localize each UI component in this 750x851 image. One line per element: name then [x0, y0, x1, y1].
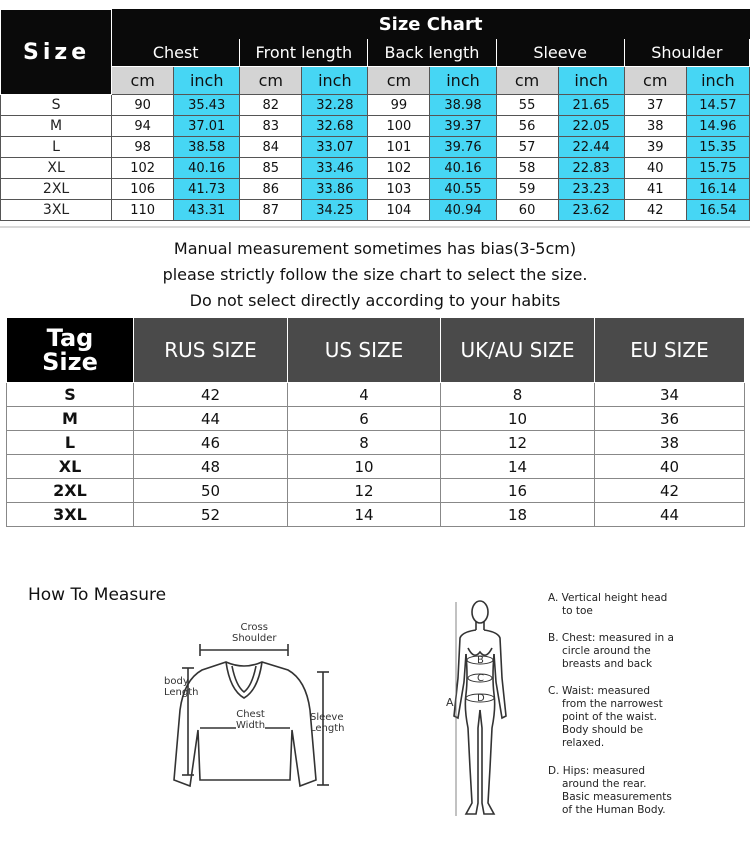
inch-value-cell: 16.14 — [686, 179, 749, 200]
group-chest: Chest — [112, 39, 240, 67]
uk-au-size-cell: 14 — [441, 455, 595, 479]
inch-value-cell: 23.62 — [558, 200, 624, 221]
size-corner-label: Size — [1, 10, 112, 95]
rus-size-cell: 42 — [134, 383, 288, 407]
label-line: Length — [164, 687, 199, 698]
tag-size-row — [7, 383, 745, 407]
size-cell: 3XL — [1, 200, 112, 221]
inch-value-cell: 33.86 — [302, 179, 368, 200]
desc-line: relaxed. — [562, 737, 605, 749]
inch-value-cell: 35.43 — [174, 95, 240, 116]
label-line: Width — [236, 720, 266, 731]
eu-size-cell: 34 — [595, 383, 745, 407]
how-to-measure-heading: How To Measure — [28, 585, 167, 605]
inch-value-cell: 14.57 — [686, 95, 749, 116]
cm-value-cell: 57 — [496, 137, 558, 158]
description-b — [548, 632, 748, 671]
rus-size-cell: 48 — [134, 455, 288, 479]
desc-line: of the Human Body. — [562, 804, 666, 816]
unit-inch: inch — [558, 67, 624, 95]
cm-value-cell: 58 — [496, 158, 558, 179]
cm-value-cell: 56 — [496, 116, 558, 137]
cm-value-cell: 39 — [624, 137, 686, 158]
inch-value-cell: 22.05 — [558, 116, 624, 137]
inch-value-cell: 14.96 — [686, 116, 749, 137]
cm-value-cell: 82 — [240, 95, 302, 116]
cm-value-cell: 103 — [368, 179, 430, 200]
inch-value-cell: 37.01 — [174, 116, 240, 137]
inch-value-cell: 15.75 — [686, 158, 749, 179]
desc-line: B. Chest: measured in a — [548, 632, 674, 644]
label-line: Shoulder — [232, 633, 277, 644]
tag-size-cell: M — [7, 407, 134, 431]
tag-size-row — [7, 455, 745, 479]
header-uk-au-size: UK/AU SIZE — [441, 318, 595, 383]
eu-size-cell: 36 — [595, 407, 745, 431]
eu-size-cell: 44 — [595, 503, 745, 527]
label-line: body — [164, 676, 189, 687]
header-eu-size: EU SIZE — [595, 318, 745, 383]
tag-size-row — [7, 407, 745, 431]
label-line: Cross — [240, 622, 268, 633]
size-chart-row — [1, 137, 750, 158]
cm-value-cell: 42 — [624, 200, 686, 221]
tag-size-cell: 2XL — [7, 479, 134, 503]
eu-size-cell: 42 — [595, 479, 745, 503]
inch-value-cell: 33.07 — [302, 137, 368, 158]
us-size-cell: 8 — [288, 431, 441, 455]
marker-c: C — [477, 673, 484, 684]
cm-value-cell: 41 — [624, 179, 686, 200]
rus-size-cell: 44 — [134, 407, 288, 431]
group-front-length: Front length — [240, 39, 368, 67]
inch-value-cell: 23.23 — [558, 179, 624, 200]
size-cell: XL — [1, 158, 112, 179]
inch-value-cell: 21.65 — [558, 95, 624, 116]
inch-value-cell: 15.35 — [686, 137, 749, 158]
us-size-cell: 6 — [288, 407, 441, 431]
size-chart-row — [1, 116, 750, 137]
uk-au-size-cell: 12 — [441, 431, 595, 455]
cm-value-cell: 101 — [368, 137, 430, 158]
description-a — [548, 592, 748, 618]
uk-au-size-cell: 8 — [441, 383, 595, 407]
inch-value-cell: 39.37 — [430, 116, 496, 137]
inch-value-cell: 32.28 — [302, 95, 368, 116]
cm-value-cell: 100 — [368, 116, 430, 137]
cm-value-cell: 86 — [240, 179, 302, 200]
tag-size-cell: XL — [7, 455, 134, 479]
label-line: Sleeve — [310, 712, 344, 723]
size-chart-table — [0, 9, 750, 221]
us-size-cell: 10 — [288, 455, 441, 479]
inch-value-cell: 43.31 — [174, 200, 240, 221]
tag-size-table — [6, 317, 745, 527]
note-line: Do not select directly according to your habits — [189, 291, 561, 310]
desc-line: breasts and back — [562, 658, 653, 670]
unit-cm: cm — [112, 67, 174, 95]
group-back-length: Back length — [368, 39, 496, 67]
sleeve-length-label — [310, 712, 345, 734]
cm-value-cell: 106 — [112, 179, 174, 200]
inch-value-cell: 22.44 — [558, 137, 624, 158]
desc-line: point of the waist. — [562, 711, 658, 723]
size-chart-row — [1, 95, 750, 116]
group-sleeve: Sleeve — [496, 39, 624, 67]
inch-value-cell: 40.94 — [430, 200, 496, 221]
inch-value-cell: 16.54 — [686, 200, 749, 221]
section-divider — [0, 226, 750, 228]
desc-line: from the narrowest — [562, 698, 663, 710]
inch-value-cell: 34.25 — [302, 200, 368, 221]
inch-value-cell: 38.58 — [174, 137, 240, 158]
header-us-size: US SIZE — [288, 318, 441, 383]
body-length-label — [164, 676, 199, 698]
us-size-cell: 4 — [288, 383, 441, 407]
unit-inch: inch — [430, 67, 496, 95]
size-chart-row — [1, 179, 750, 200]
cm-value-cell: 98 — [112, 137, 174, 158]
cm-value-cell: 85 — [240, 158, 302, 179]
label-line: Chest — [236, 709, 265, 720]
cm-value-cell: 37 — [624, 95, 686, 116]
cm-value-cell: 59 — [496, 179, 558, 200]
size-cell: 2XL — [1, 179, 112, 200]
cm-value-cell: 102 — [112, 158, 174, 179]
tag-size-cell: S — [7, 383, 134, 407]
size-chart-title: Size Chart — [112, 10, 750, 39]
uk-au-size-cell: 16 — [441, 479, 595, 503]
unit-cm: cm — [240, 67, 302, 95]
body-measure-figure — [440, 598, 520, 824]
desc-line: A. Vertical height head — [548, 592, 668, 604]
uk-au-size-cell: 18 — [441, 503, 595, 527]
size-chart-row — [1, 158, 750, 179]
desc-line: Body should be — [562, 724, 644, 736]
cm-value-cell: 84 — [240, 137, 302, 158]
cm-value-cell: 102 — [368, 158, 430, 179]
note-line: please strictly follow the size chart to select the size. — [162, 265, 588, 284]
tag-size-row — [7, 479, 745, 503]
inch-value-cell: 38.98 — [430, 95, 496, 116]
inch-value-cell: 40.16 — [174, 158, 240, 179]
tag-size-cell: L — [7, 431, 134, 455]
chest-width-label — [236, 709, 265, 731]
unit-inch: inch — [686, 67, 749, 95]
desc-line: C. Waist: measured — [548, 685, 650, 697]
size-cell: L — [1, 137, 112, 158]
desc-line: Basic measurements — [562, 791, 672, 803]
note-line: Manual measurement sometimes has bias(3-5cm) — [173, 239, 577, 258]
eu-size-cell: 38 — [595, 431, 745, 455]
unit-inch: inch — [302, 67, 368, 95]
inch-value-cell: 41.73 — [174, 179, 240, 200]
unit-cm: cm — [496, 67, 558, 95]
inch-value-cell: 39.76 — [430, 137, 496, 158]
inch-value-cell: 33.46 — [302, 158, 368, 179]
cross-shoulder-label — [232, 622, 277, 644]
cm-value-cell: 94 — [112, 116, 174, 137]
description-c — [548, 685, 748, 750]
tag-size-row — [7, 431, 745, 455]
desc-line: around the rear. — [562, 778, 647, 790]
unit-cm: cm — [368, 67, 430, 95]
cm-value-cell: 104 — [368, 200, 430, 221]
marker-b: B — [477, 655, 484, 666]
marker-a: A — [446, 696, 454, 709]
uk-au-size-cell: 10 — [441, 407, 595, 431]
group-shoulder: Shoulder — [624, 39, 749, 67]
cm-value-cell: 87 — [240, 200, 302, 221]
unit-cm: cm — [624, 67, 686, 95]
cm-value-cell: 90 — [112, 95, 174, 116]
marker-d: D — [477, 693, 485, 704]
inch-value-cell: 32.68 — [302, 116, 368, 137]
size-cell: M — [1, 116, 112, 137]
cm-value-cell: 99 — [368, 95, 430, 116]
tag-size-corner — [7, 318, 134, 383]
inch-value-cell: 40.55 — [430, 179, 496, 200]
cm-value-cell: 55 — [496, 95, 558, 116]
us-size-cell: 14 — [288, 503, 441, 527]
measurement-notes — [0, 236, 750, 314]
inch-value-cell: 40.16 — [430, 158, 496, 179]
rus-size-cell: 52 — [134, 503, 288, 527]
size-cell: S — [1, 95, 112, 116]
header-rus-size: RUS SIZE — [134, 318, 288, 383]
desc-line: to toe — [562, 605, 593, 617]
size-label: Size — [42, 348, 98, 376]
cm-value-cell: 40 — [624, 158, 686, 179]
rus-size-cell: 50 — [134, 479, 288, 503]
cm-value-cell: 110 — [112, 200, 174, 221]
desc-line: D. Hips: measured — [548, 765, 646, 777]
rus-size-cell: 46 — [134, 431, 288, 455]
cm-value-cell: 38 — [624, 116, 686, 137]
cm-value-cell: 60 — [496, 200, 558, 221]
description-d — [548, 765, 748, 817]
label-line: Length — [310, 723, 345, 734]
inch-value-cell: 22.83 — [558, 158, 624, 179]
size-chart-row — [1, 200, 750, 221]
tag-size-cell: 3XL — [7, 503, 134, 527]
cm-value-cell: 83 — [240, 116, 302, 137]
desc-line: circle around the — [562, 645, 651, 657]
tag-label: Tag — [46, 324, 94, 352]
tag-size-row — [7, 503, 745, 527]
us-size-cell: 12 — [288, 479, 441, 503]
eu-size-cell: 40 — [595, 455, 745, 479]
unit-inch: inch — [174, 67, 240, 95]
